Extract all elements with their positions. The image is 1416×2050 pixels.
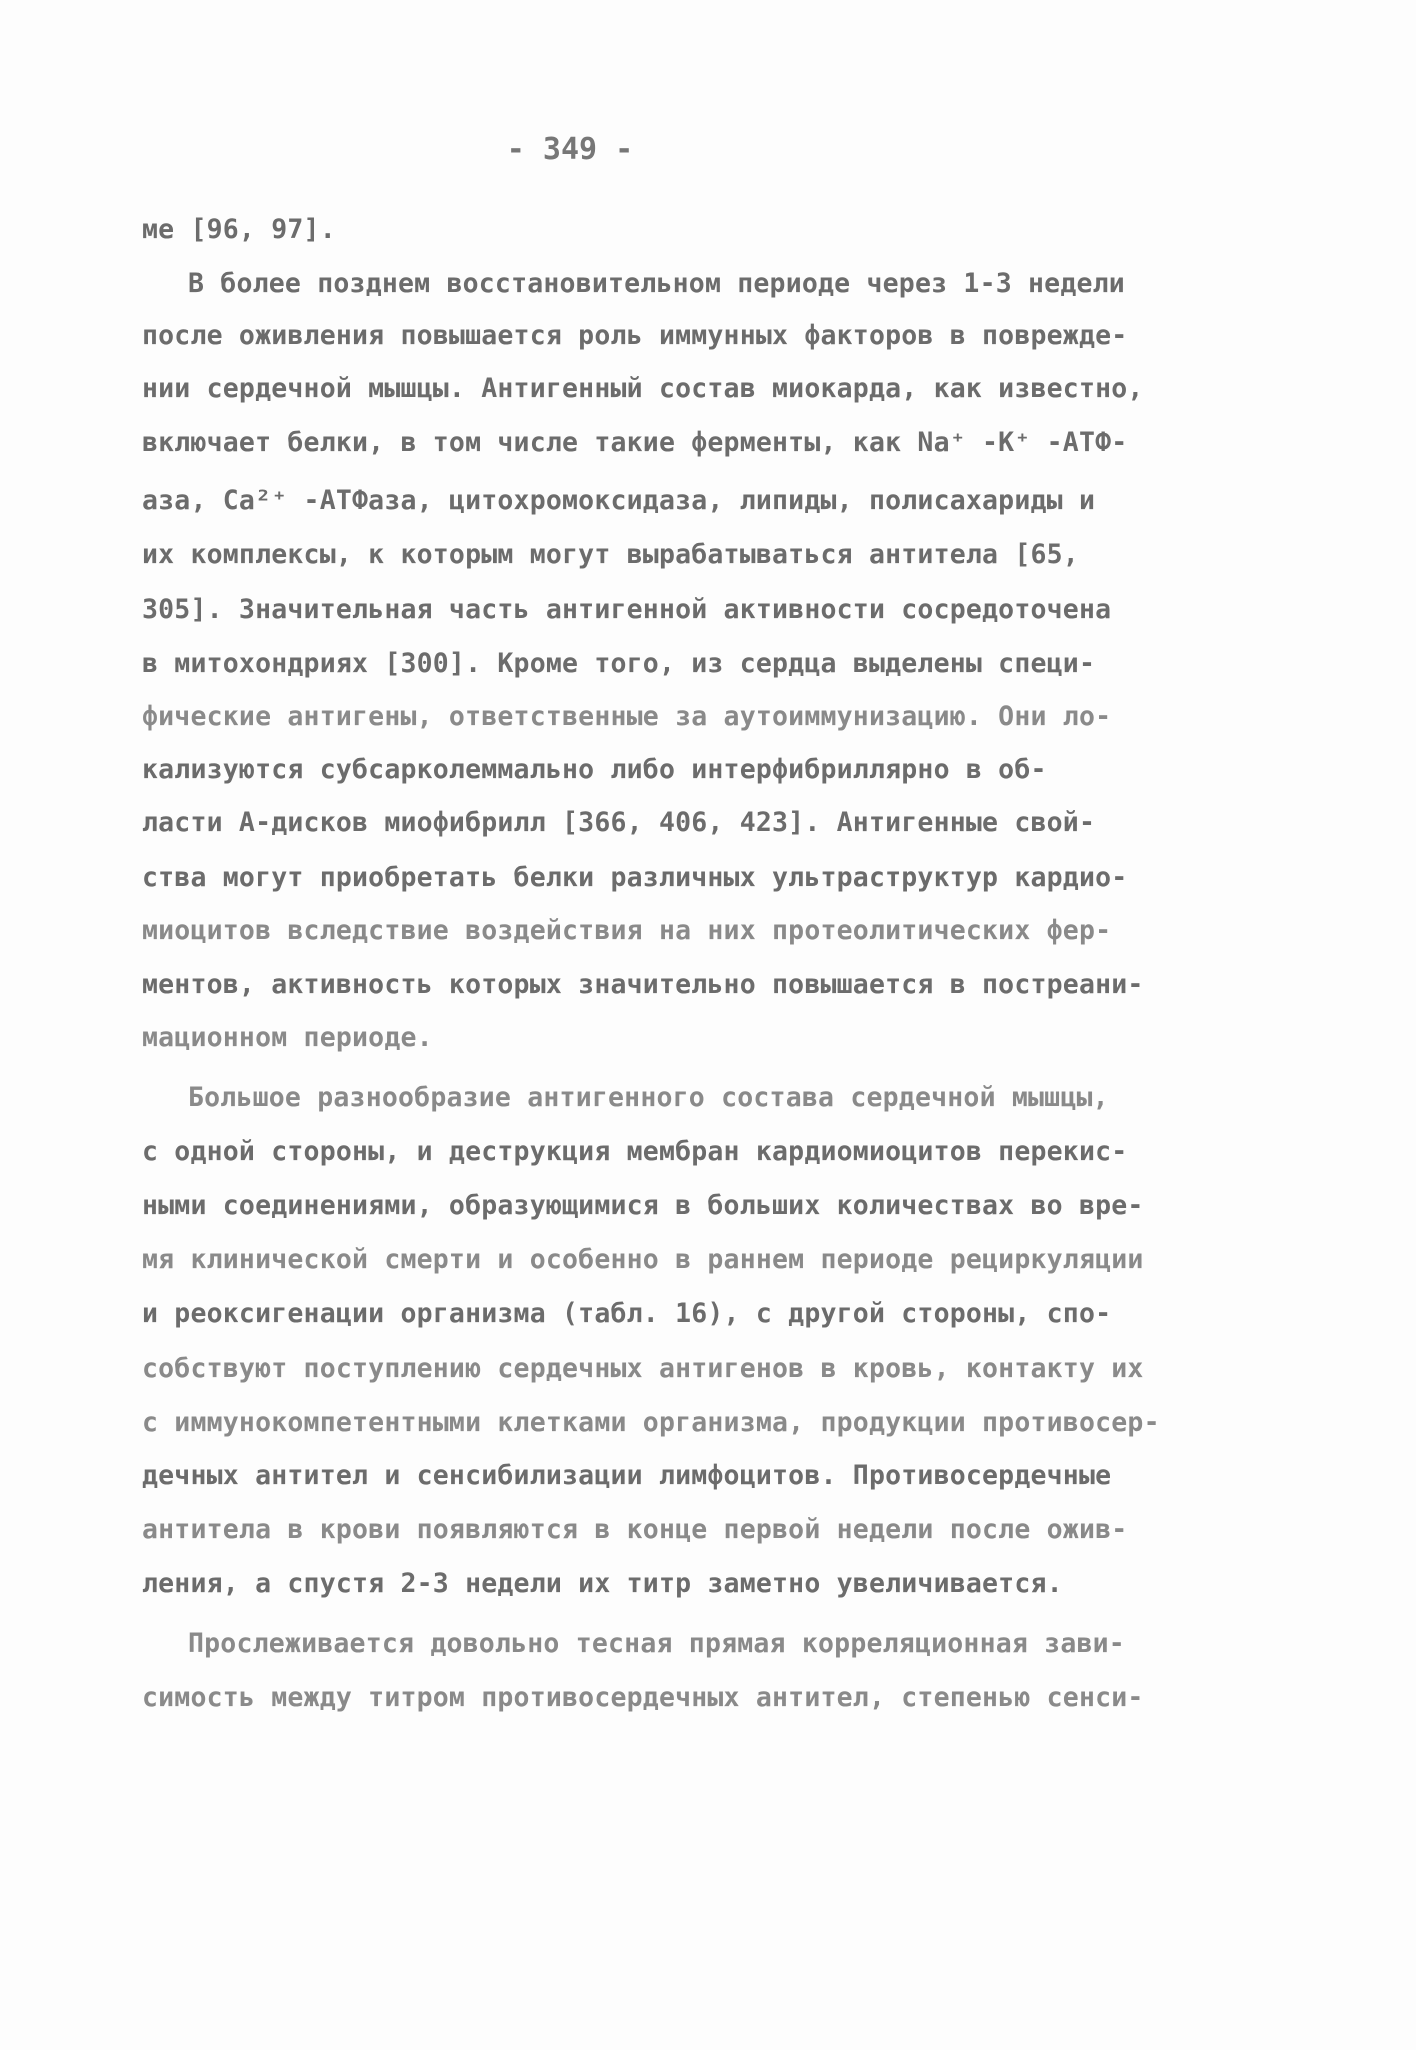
text-line: миоцитов вследствие воздействия на них протеолитических фер-: [142, 915, 1112, 946]
text-line: с одной стороны, и деструкция мембран кардиомиоцитов перекис-: [142, 1136, 1128, 1167]
text-line: с иммунокомпетентными клетками организма, продукции противосер-: [142, 1407, 1160, 1438]
text-line: и реоксигенации организма (табл. 16), с другой стороны, спо-: [142, 1298, 1112, 1329]
text-line: ства могут приобретать белки различных ультраструктур кардио-: [142, 862, 1128, 893]
text-line: аза, Ca²⁺ -АТФаза, цитохромоксидаза, липиды, полисахариды и: [142, 485, 1096, 516]
paragraph-first-line: В более позднем восстановительном периоде через 1-3 недели: [188, 268, 1125, 299]
text-line: ме [96, 97].: [142, 214, 336, 245]
text-line: кализуются субсарколеммально либо интерфибриллярно в об-: [142, 754, 1047, 785]
text-line: после оживления повышается роль иммунных факторов в поврежде-: [142, 320, 1128, 351]
text-line: ласти А-дисков миофибрилл [366, 406, 423]. Антигенные свой-: [142, 807, 1096, 838]
paragraph-first-line: Прослеживается довольно тесная прямая корреляционная зави-: [188, 1628, 1125, 1659]
text-line: мационном периоде.: [142, 1022, 433, 1053]
text-line: мя клинической смерти и особенно в раннем периоде рециркуляции: [142, 1244, 1144, 1275]
text-line: дечных антител и сенсибилизации лимфоцитов. Противосердечные: [142, 1460, 1112, 1491]
text-line: включает белки, в том числе такие ферменты, как Na⁺ -K⁺ -АТФ-: [142, 427, 1128, 458]
text-line: собствуют поступлению сердечных антигенов в кровь, контакту их: [142, 1353, 1144, 1384]
text-line: антитела в крови появляются в конце первой недели после ожив-: [142, 1514, 1128, 1545]
text-line: нии сердечной мышцы. Антигенный состав миокарда, как известно,: [142, 373, 1144, 404]
text-line: ментов, активность которых значительно повышается в постреани-: [142, 969, 1144, 1000]
text-line: 305]. Значительная часть антигенной активности сосредоточена: [142, 594, 1112, 625]
text-line: ными соединениями, образующимися в больших количествах во вре-: [142, 1190, 1144, 1221]
text-line: ления, а спустя 2-3 недели их титр заметно увеличивается.: [142, 1568, 1063, 1599]
text-line: в митохондриях [300]. Кроме того, из сердца выделены специ-: [142, 648, 1096, 679]
text-line: симость между титром противосердечных антител, степенью сенси-: [142, 1682, 1144, 1713]
text-line: их комплексы, к которым могут вырабатываться антитела [65,: [142, 539, 1079, 570]
page-number: - 349 -: [506, 132, 634, 167]
paragraph-first-line: Большое разнообразие антигенного состава сердечной мышцы,: [188, 1082, 1109, 1113]
text-line: фические антигены, ответственные за аутоиммунизацию. Они ло-: [142, 701, 1112, 732]
